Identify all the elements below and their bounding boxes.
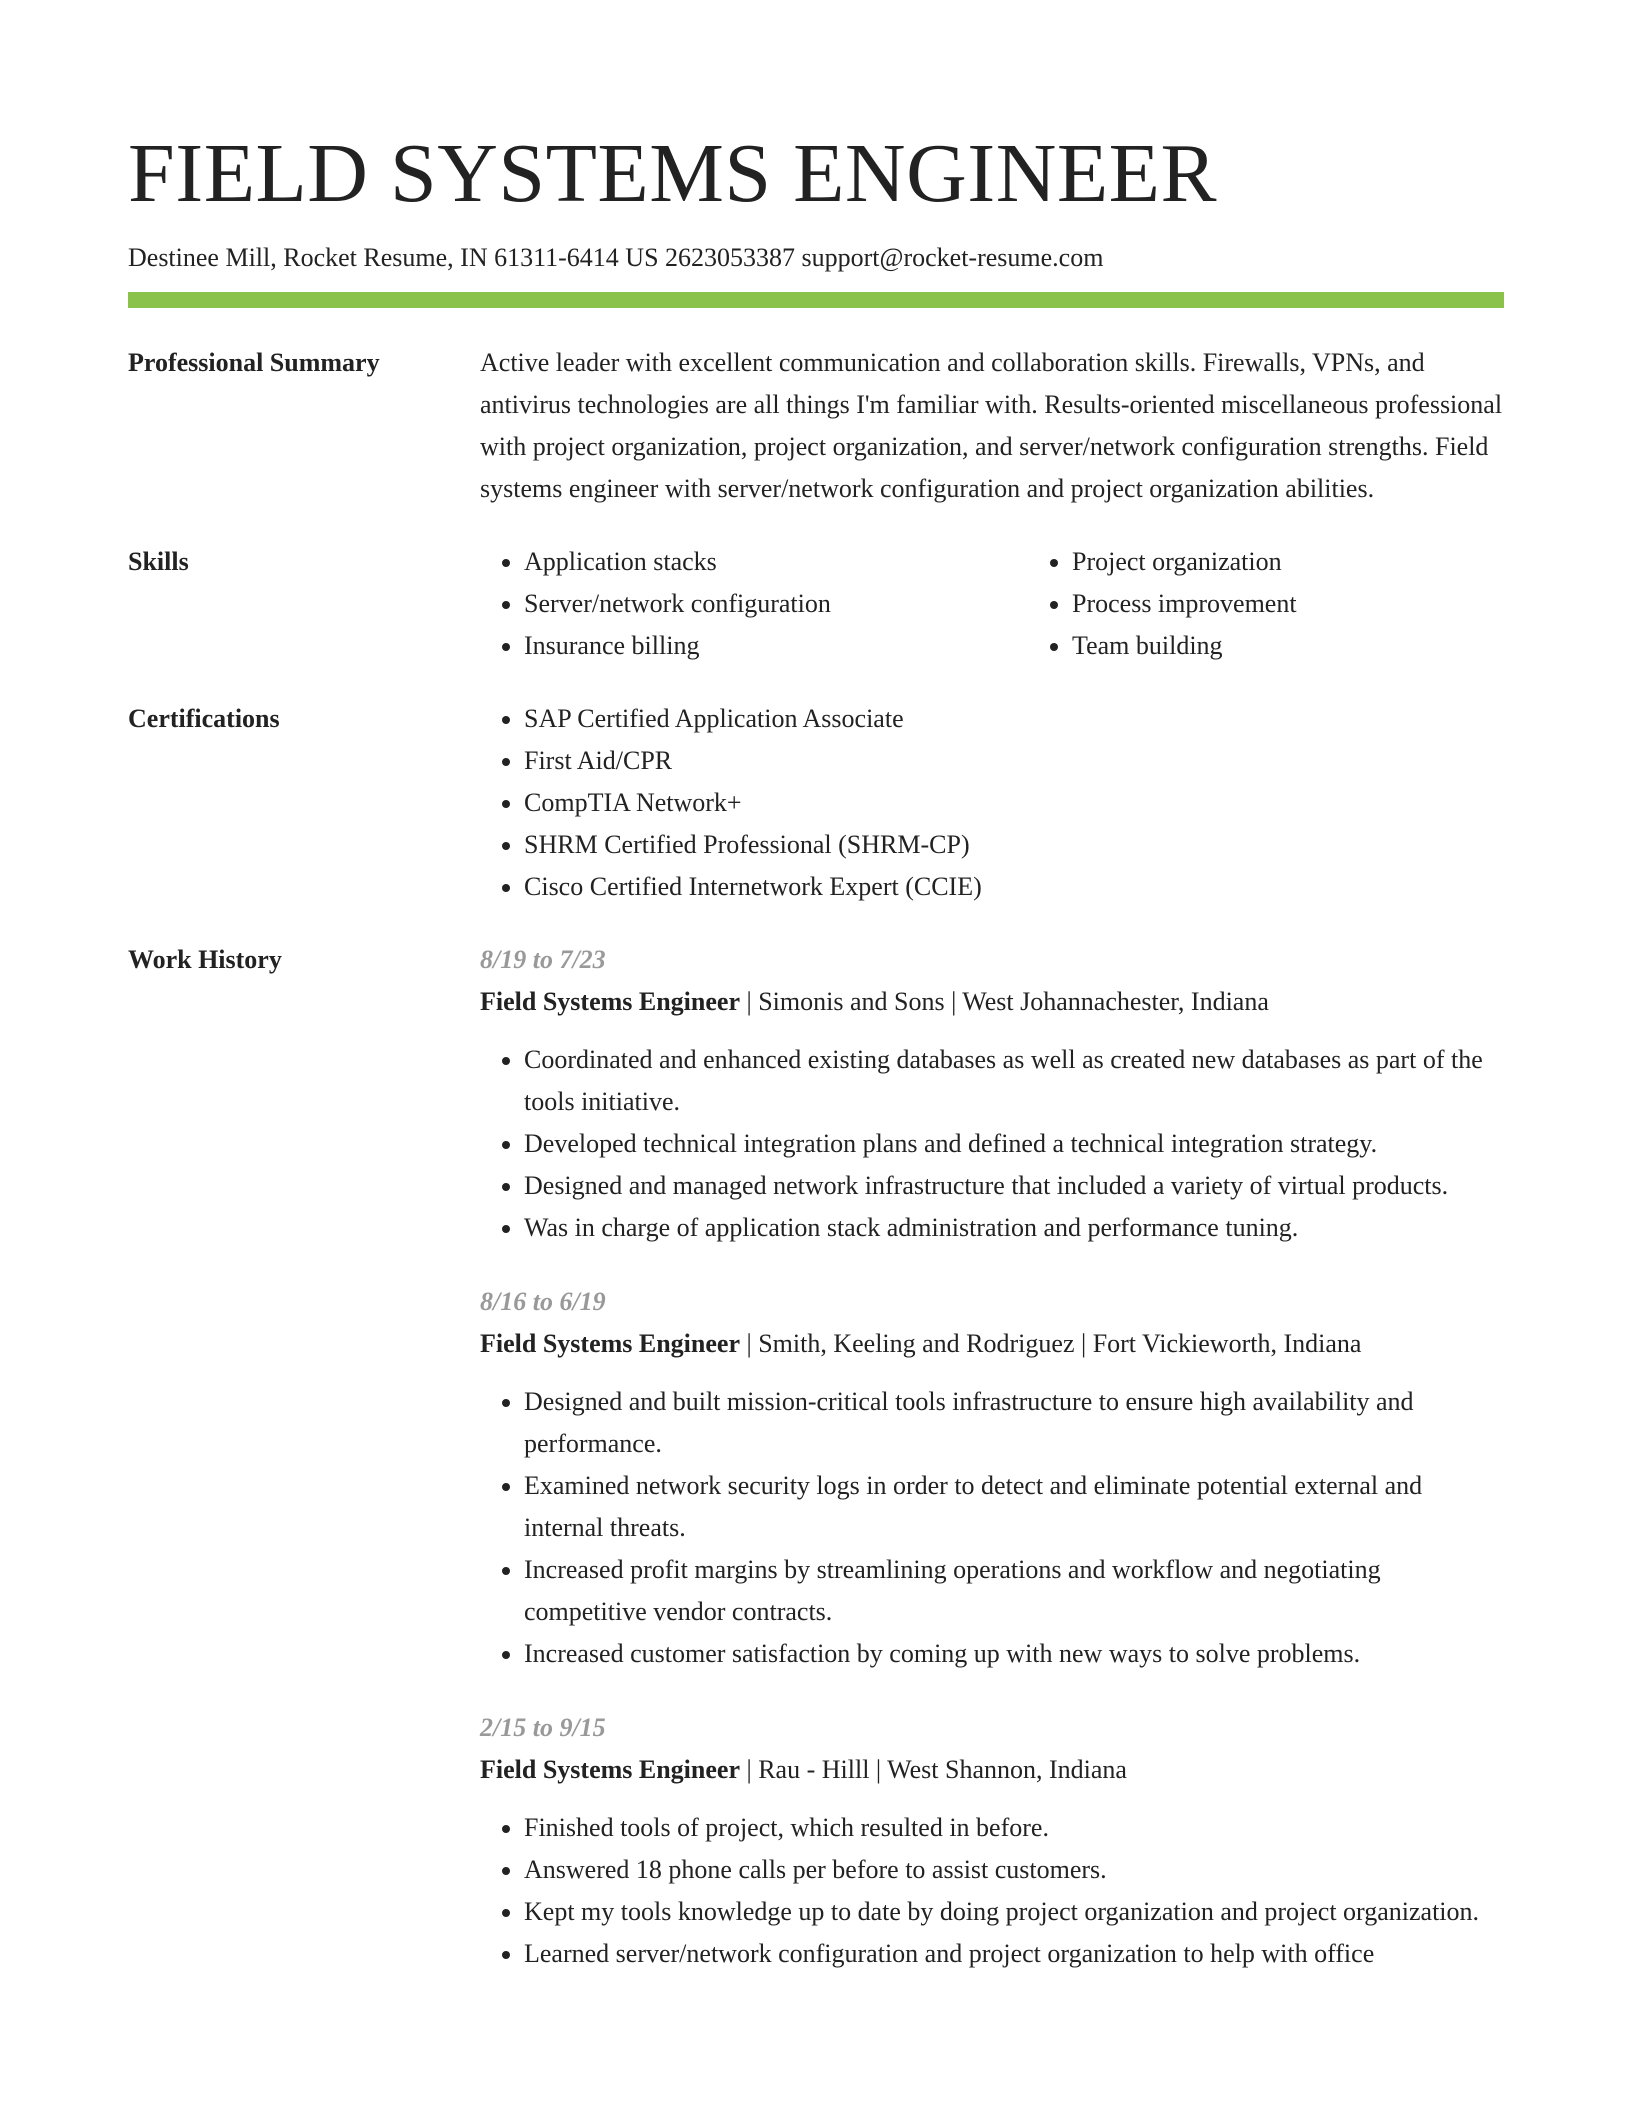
skill-item: • Process improvement — [1072, 583, 1576, 625]
job-bullets — [480, 1807, 1504, 1975]
skill-item: • Team building — [1072, 625, 1576, 667]
certifications-list — [480, 698, 1504, 908]
skills-list-right — [1028, 541, 1576, 667]
job-bullet: • Examined network security logs in order to detect and eliminate potential external and internal threats. — [524, 1465, 1504, 1549]
job-details: | Rau - Hilll | West Shannon, Indiana — [740, 1755, 1127, 1784]
job-entry — [480, 1281, 1504, 1675]
certification-item: • Cisco Certified Internetwork Expert (CCIE) — [524, 866, 1504, 908]
certification-item: • SHRM Certified Professional (SHRM-CP) — [524, 824, 1504, 866]
skill-item: • Server/network configuration — [524, 583, 1028, 625]
job-bullet: • Designed and managed network infrastructure that included a variety of virtual products. — [524, 1165, 1504, 1207]
work-history-label: Work History — [128, 945, 282, 974]
job-bullet: • Kept my tools knowledge up to date by doing project organization and project organization. — [524, 1891, 1504, 1933]
job-heading — [480, 1749, 1504, 1791]
certification-item: • CompTIA Network+ — [524, 782, 1504, 824]
contact-line: Destinee Mill, Rocket Resume, IN 61311-6414 US 2623053387 support@rocket-resume.com — [128, 243, 1104, 272]
job-bullets — [480, 1039, 1504, 1249]
resume-title: FIELD SYSTEMS ENGINEER — [128, 127, 1218, 220]
job-entry — [480, 939, 1504, 1249]
resume-page — [128, 120, 1504, 1975]
job-bullets — [480, 1381, 1504, 1675]
job-dates: 8/19 to 7/23 — [480, 945, 606, 974]
job-bullet: • Designed and built mission-critical tools infrastructure to ensure high availability and performance. — [524, 1381, 1504, 1465]
job-bullet: • Learned server/network configuration and project organization to help with office — [524, 1933, 1504, 1975]
job-bullet: • Coordinated and enhanced existing databases as well as created new databases as part of the tools initiative. — [524, 1039, 1504, 1123]
skill-item: • Project organization — [1072, 541, 1576, 583]
job-details: | Simonis and Sons | West Johannachester, Indiana — [740, 987, 1269, 1016]
job-entry — [480, 1707, 1504, 1975]
skill-item: • Insurance billing — [524, 625, 1028, 667]
job-bullet: • Increased customer satisfaction by coming up with new ways to solve problems. — [524, 1633, 1504, 1675]
job-bullet: • Increased profit margins by streamlining operations and workflow and negotiating competitive vendor contracts. — [524, 1549, 1504, 1633]
accent-divider — [128, 292, 1504, 308]
job-bullet: • Answered 18 phone calls per before to assist customers. — [524, 1849, 1504, 1891]
skills-list-left — [480, 541, 1028, 667]
summary-section — [128, 342, 1504, 510]
job-dates: 2/15 to 9/15 — [480, 1713, 606, 1742]
skills-label: Skills — [128, 547, 189, 576]
job-heading — [480, 1323, 1504, 1365]
certifications-section — [128, 698, 1504, 908]
job-bullet: • Finished tools of project, which resulted in before. — [524, 1807, 1504, 1849]
job-title: Field Systems Engineer — [480, 987, 740, 1016]
job-details: | Smith, Keeling and Rodriguez | Fort Vickieworth, Indiana — [740, 1329, 1362, 1358]
summary-text: Active leader with excellent communication and collaboration skills. Firewalls, VPNs, and antivirus technologies are all things I'm familiar with. Results-oriented miscellaneous professional with project organization, project organization, and server/network configuration strengths. Field systems engineer with server/network configuration and project organization abilities. — [480, 348, 1503, 503]
job-bullet: • Was in charge of application stack administration and performance tuning. — [524, 1207, 1504, 1249]
certifications-label: Certifications — [128, 704, 280, 733]
summary-label: Professional Summary — [128, 348, 380, 377]
job-title: Field Systems Engineer — [480, 1755, 740, 1784]
skills-section — [128, 541, 1504, 667]
certification-item: • SAP Certified Application Associate — [524, 698, 1504, 740]
work-history-section — [128, 939, 1504, 1975]
job-heading — [480, 981, 1504, 1023]
skill-item: • Application stacks — [524, 541, 1028, 583]
job-bullet: • Developed technical integration plans and defined a technical integration strategy. — [524, 1123, 1504, 1165]
job-dates: 8/16 to 6/19 — [480, 1287, 606, 1316]
job-title: Field Systems Engineer — [480, 1329, 740, 1358]
certification-item: • First Aid/CPR — [524, 740, 1504, 782]
